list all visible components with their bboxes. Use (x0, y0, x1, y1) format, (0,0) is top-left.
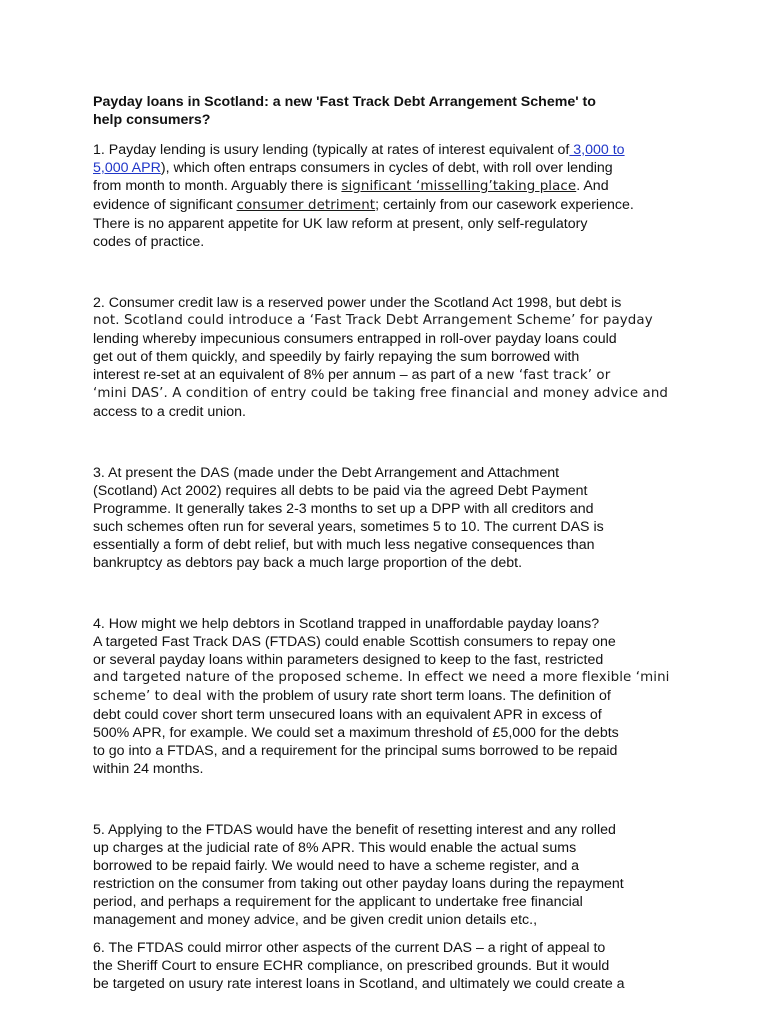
paragraph-3 (93, 464, 693, 572)
apr-link[interactable]: 3,000 to (569, 142, 625, 158)
paragraph-5 (93, 821, 693, 929)
text-line: debt could cover short term unsecured loans with an equivalent APR in excess of (93, 707, 602, 723)
text-line: ‘mini DAS’. A condition of entry could be taking free financial and money advice and (93, 386, 669, 401)
text-span: new ‘fast track’ or (486, 368, 611, 383)
paragraph-6 (93, 939, 693, 993)
text-line: codes of practice. (93, 234, 205, 250)
text-line: within 24 months. (93, 761, 204, 777)
text-line: restriction on the consumer from taking out other payday loans during the repayment (93, 876, 624, 892)
text-line: 4. How might we help debtors in Scotland trapped in unaffordable payday loans? (93, 616, 600, 632)
document-title (93, 93, 693, 129)
paragraph-2 (93, 294, 693, 421)
text-line (93, 687, 693, 706)
text-line: There is no apparent appetite for UK law reform at present, only self-regulatory (93, 216, 588, 232)
text-line: or several payday loans within parameters designed to keep to the fast, restricted (93, 652, 604, 668)
text-span: evidence of significant (93, 197, 237, 213)
text-line: Programme. It generally takes 2-3 months to set up a DPP with all creditors and (93, 501, 594, 517)
text-span: scheme’ to deal with (93, 689, 235, 704)
paragraph-1 (93, 141, 693, 251)
text-span: interest re-set at an equivalent of 8% per annum – as part of a (93, 367, 487, 383)
text-span: 1. Payday lending is usury lending (typically at rates of interest equivalent of (93, 142, 570, 158)
misselling-link[interactable]: significant ‘misselling’taking place (341, 179, 577, 194)
text-line: 3. At present the DAS (made under the Debt Arrangement and Attachment (93, 465, 560, 481)
text-line: 2. Consumer credit law is a reserved power under the Scotland Act 1998, but debt is (93, 295, 622, 311)
text-line: 500% APR, for example. We could set a maximum threshold of £5,000 for the debts (93, 725, 619, 741)
text-line: to go into a FTDAS, and a requirement for the principal sums borrowed to be repaid (93, 743, 618, 759)
text-line (93, 366, 693, 385)
text-line (93, 159, 693, 177)
text-line: management and money advice, and be given credit union details etc., (93, 912, 538, 928)
text-line: period, and perhaps a requirement for the applicant to undertake free financial (93, 894, 583, 910)
text-line (93, 177, 693, 196)
text-line: lending whereby impecunious consumers entrapped in roll-over payday loans could (93, 331, 617, 347)
text-line: and targeted nature of the proposed scheme. In effect we need a more flexible ‘mini (93, 670, 670, 685)
text-span: from month to month. Arguably there is (93, 178, 342, 194)
text-line: the Sheriff Court to ensure ECHR compliance, on prescribed grounds. But it would (93, 958, 610, 974)
text-line (93, 196, 693, 215)
text-line: bankruptcy as debtors pay back a much large proportion of the debt. (93, 555, 523, 571)
text-line: access to a credit union. (93, 404, 246, 420)
paragraph-spacer (93, 251, 693, 294)
text-line: up charges at the judicial rate of 8% APR. This would enable the actual sums (93, 840, 577, 856)
paragraph-spacer (93, 421, 693, 464)
text-line: essentially a form of debt relief, but with much less negative consequences than (93, 537, 595, 553)
text-line: 6. The FTDAS could mirror other aspects of the current DAS – a right of appeal to (93, 940, 606, 956)
consumer-detriment-link[interactable]: consumer detriment (236, 198, 376, 213)
text-line: (Scotland) Act 2002) requires all debts to be paid via the agreed Debt Payment (93, 483, 588, 499)
text-line: not. Scotland could introduce a ‘Fast Track Debt Arrangement Scheme’ for payday (93, 313, 653, 328)
text-span: the problem of usury rate short term loans. The definition of (234, 688, 611, 704)
paragraph-4 (93, 615, 693, 778)
text-span: ), which often entraps consumers in cycles of debt, with roll over lending (160, 160, 613, 176)
text-line: 5. Applying to the FTDAS would have the benefit of resetting interest and any rolled (93, 822, 616, 838)
text-line: be targeted on usury rate interest loans in Scotland, and ultimately we could create a (93, 976, 625, 992)
text-line: borrowed to be repaid fairly. We would need to have a scheme register, and a (93, 858, 580, 874)
document-body (93, 93, 693, 993)
text-span: . And (576, 178, 609, 194)
paragraph-spacer (93, 778, 693, 821)
apr-link[interactable]: 5,000 APR (93, 160, 161, 176)
text-line: A targeted Fast Track DAS (FTDAS) could enable Scottish consumers to repay one (93, 634, 616, 650)
title-line: Payday loans in Scotland: a new 'Fast Track Debt Arrangement Scheme' to (93, 94, 596, 110)
paragraph-spacer (93, 929, 693, 939)
paragraph-spacer (93, 572, 693, 615)
text-span: ; certainly from our casework experience. (375, 197, 634, 213)
text-line: get out of them quickly, and speedily by fairly repaying the sum borrowed with (93, 349, 580, 365)
title-line: help consumers? (93, 112, 211, 128)
text-line: such schemes often run for several years, sometimes 5 to 10. The current DAS is (93, 519, 604, 535)
text-line (93, 141, 693, 159)
